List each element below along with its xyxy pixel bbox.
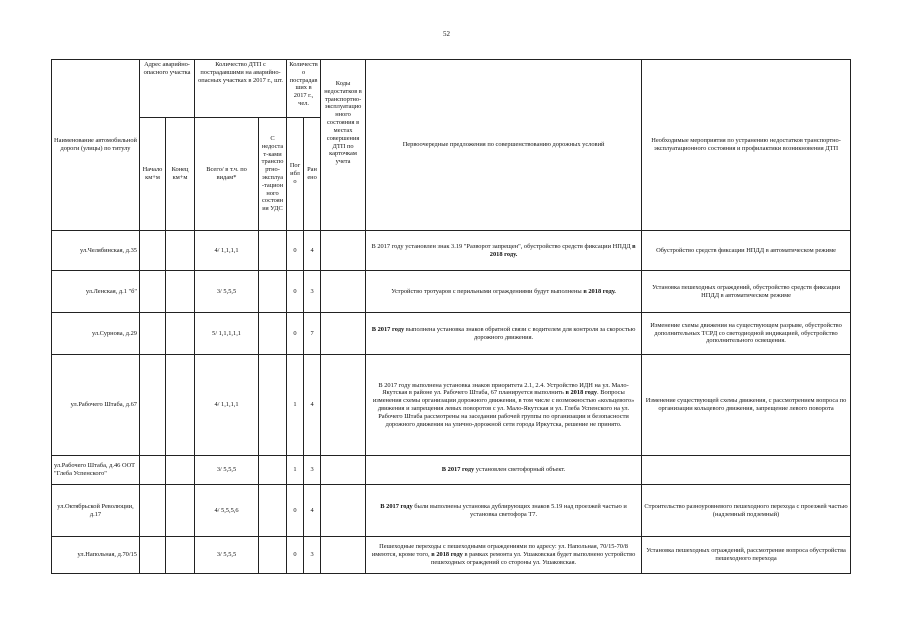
dtp-total: 3/ 5,5,5 — [195, 271, 259, 313]
table-row — [52, 456, 851, 485]
header-address-start: Начало км+м — [140, 118, 166, 231]
defect-codes — [321, 231, 366, 271]
dtp-condition — [259, 231, 287, 271]
road-name: ул.Напольная, д.70/15 — [52, 537, 140, 574]
road-name: ул.Рабочего Штаба, д.67 — [52, 355, 140, 456]
address-start — [140, 313, 166, 355]
dtp-total: 3/ 5,5,5 — [195, 537, 259, 574]
header-dtp-condition: С недоста т-ками транспо ртно-эксплуа-тацион ного состоян ия УДС — [259, 118, 287, 231]
dtp-condition — [259, 313, 287, 355]
table-row — [52, 231, 851, 271]
required-measures: Обустройство средств фиксации НПДД в автоматическом режиме — [642, 231, 851, 271]
priority-proposal: В 2017 году установлен знак 3.19 "Разворот запрещен", обустройство средств фиксации НПДД в 2018 году. — [366, 231, 642, 271]
header-victims: Количество пострадавших в 2017 г., чел. — [287, 60, 321, 118]
address-end — [166, 537, 195, 574]
header-name: Наименование автомобильной дороги (улицы) по титулу — [52, 60, 140, 231]
address-end — [166, 456, 195, 485]
required-measures: Строительство разноуровневого пешеходного перехода с проезжей частью (надземный подземный) — [642, 485, 851, 537]
dtp-condition — [259, 456, 287, 485]
killed-count: 0 — [287, 313, 304, 355]
dtp-condition — [259, 537, 287, 574]
killed-count: 0 — [287, 271, 304, 313]
address-start — [140, 355, 166, 456]
table-row — [52, 485, 851, 537]
priority-proposal: В 2017 году выполнена установка знаков обратной связи с водителем для контроля за скоростью дорожного движения. — [366, 313, 642, 355]
required-measures: Изменение существующей схемы движения, с рассмотрением вопроса по организации кольцевого движения, запрещение левого поворота — [642, 355, 851, 456]
address-start — [140, 537, 166, 574]
address-start — [140, 485, 166, 537]
address-start — [140, 271, 166, 313]
table-row — [52, 537, 851, 574]
killed-count: 1 — [287, 355, 304, 456]
injured-count: 4 — [304, 355, 321, 456]
header-codes: Коды недостатков в транспортно-эксплуатационного состояния в местах совершения ДТП по карточкам учета — [321, 60, 366, 231]
defect-codes — [321, 355, 366, 456]
injured-count: 3 — [304, 537, 321, 574]
dtp-total: 3/ 5,5,5 — [195, 456, 259, 485]
priority-proposal: Пешеходные переходы с пешеходными ограждениями по адресу: ул. Напольная, 70/15-70/8 имеются, кроме того, в 2018 году в рамках ремонта ул. Ушаковская будет выполнено устройство пешеходных ограждений со стороны ул. Ушаковская. — [366, 537, 642, 574]
required-measures — [642, 456, 851, 485]
injured-count: 4 — [304, 485, 321, 537]
dtp-total: 4/ 1,1,1,1 — [195, 231, 259, 271]
dtp-total: 5/ 1,1,1,1,1 — [195, 313, 259, 355]
dtp-condition — [259, 485, 287, 537]
road-name: ул.Челябинская, д.35 — [52, 231, 140, 271]
road-name: ул.Ленская, д.1 "б" — [52, 271, 140, 313]
header-dtp-total: Всего/ в т.ч. по видам* — [195, 118, 259, 231]
dtp-condition — [259, 355, 287, 456]
header-dtp-count: Количество ДТП с пострадавшими на аварийно-опасных участках в 2017 г., шт. — [195, 60, 287, 118]
required-measures: Установка пешеходных ограждений, рассмотрение вопроса обустройства пешеходного перехода — [642, 537, 851, 574]
injured-count: 4 — [304, 231, 321, 271]
defect-codes — [321, 271, 366, 313]
priority-proposal: В 2017 году выполнена установка знаков приоритета 2.1, 2.4. Устройство ИДН на ул. Мало-Якутская в районе ул. Рабочего Штаба, 67 планируется выполнить в 2018 году. Вопросы изменения схемы организации дорожного движения, в том числе с возможностью «кольцевого» движения и запрещения левых поворотов с ул. Мало-Якутская и ул. Глеба Успенского на ул. Рабочего Штаба рассмотрены на заседании рабочей группы по организации и безопасности дорожного движения на улично-дорожной сети города Иркутска, решение не принято. — [366, 355, 642, 456]
dtp-total: 4/ 5,5,5,6 — [195, 485, 259, 537]
header-victims-injured: Ранено — [304, 118, 321, 231]
killed-count: 1 — [287, 456, 304, 485]
address-end — [166, 485, 195, 537]
injured-count: 3 — [304, 456, 321, 485]
header-address-end: Конец км+м — [166, 118, 195, 231]
defect-codes — [321, 537, 366, 574]
road-name: ул.Рабочего Штаба, д.46 ООТ "Глеба Успенского" — [52, 456, 140, 485]
defect-codes — [321, 485, 366, 537]
required-measures: Установка пешеходных ограждений, обустройство средств фиксации НПДД в автоматическом режиме — [642, 271, 851, 313]
header-row-1 — [52, 60, 851, 118]
priority-proposal: Устройство тротуаров с перильными ограждениями будут выполнены в 2018 году. — [366, 271, 642, 313]
header-victims-killed: Погибло — [287, 118, 304, 231]
required-measures: Изменение схемы движения на существующем разрыве, обустройство дополнительных ТСРД со светодиодной индикацией, обустройство дополнительного освещения. — [642, 313, 851, 355]
table-row — [52, 355, 851, 456]
dtp-total: 4/ 1,1,1,1 — [195, 355, 259, 456]
address-end — [166, 355, 195, 456]
address-end — [166, 313, 195, 355]
dtp-table — [51, 59, 851, 574]
address-end — [166, 231, 195, 271]
priority-proposal: В 2017 году были выполнены установка дублирующих знаков 5.19 над проезжей частью и установка светофора Т7. — [366, 485, 642, 537]
priority-proposal: В 2017 году установлен светофорный объект. — [366, 456, 642, 485]
page-number: 52 — [443, 30, 450, 38]
header-measures: Необходимые мероприятия по устранению недостатков транспортно-эксплуатационного состояния и профилактики возникновения ДТП — [642, 60, 851, 231]
injured-count: 3 — [304, 271, 321, 313]
table-row — [52, 271, 851, 313]
address-start — [140, 456, 166, 485]
defect-codes — [321, 456, 366, 485]
header-address: Адрес аварийно-опасного участка — [140, 60, 195, 118]
address-start — [140, 231, 166, 271]
killed-count: 0 — [287, 485, 304, 537]
injured-count: 7 — [304, 313, 321, 355]
table-row — [52, 313, 851, 355]
header-priority: Первоочередные предложения по совершенствованию дорожных условий — [366, 60, 642, 231]
killed-count: 0 — [287, 231, 304, 271]
address-end — [166, 271, 195, 313]
killed-count: 0 — [287, 537, 304, 574]
road-name: ул.Октябрьской Революции, д.17 — [52, 485, 140, 537]
road-name: ул.Сурнова, д.29 — [52, 313, 140, 355]
dtp-condition — [259, 271, 287, 313]
defect-codes — [321, 313, 366, 355]
